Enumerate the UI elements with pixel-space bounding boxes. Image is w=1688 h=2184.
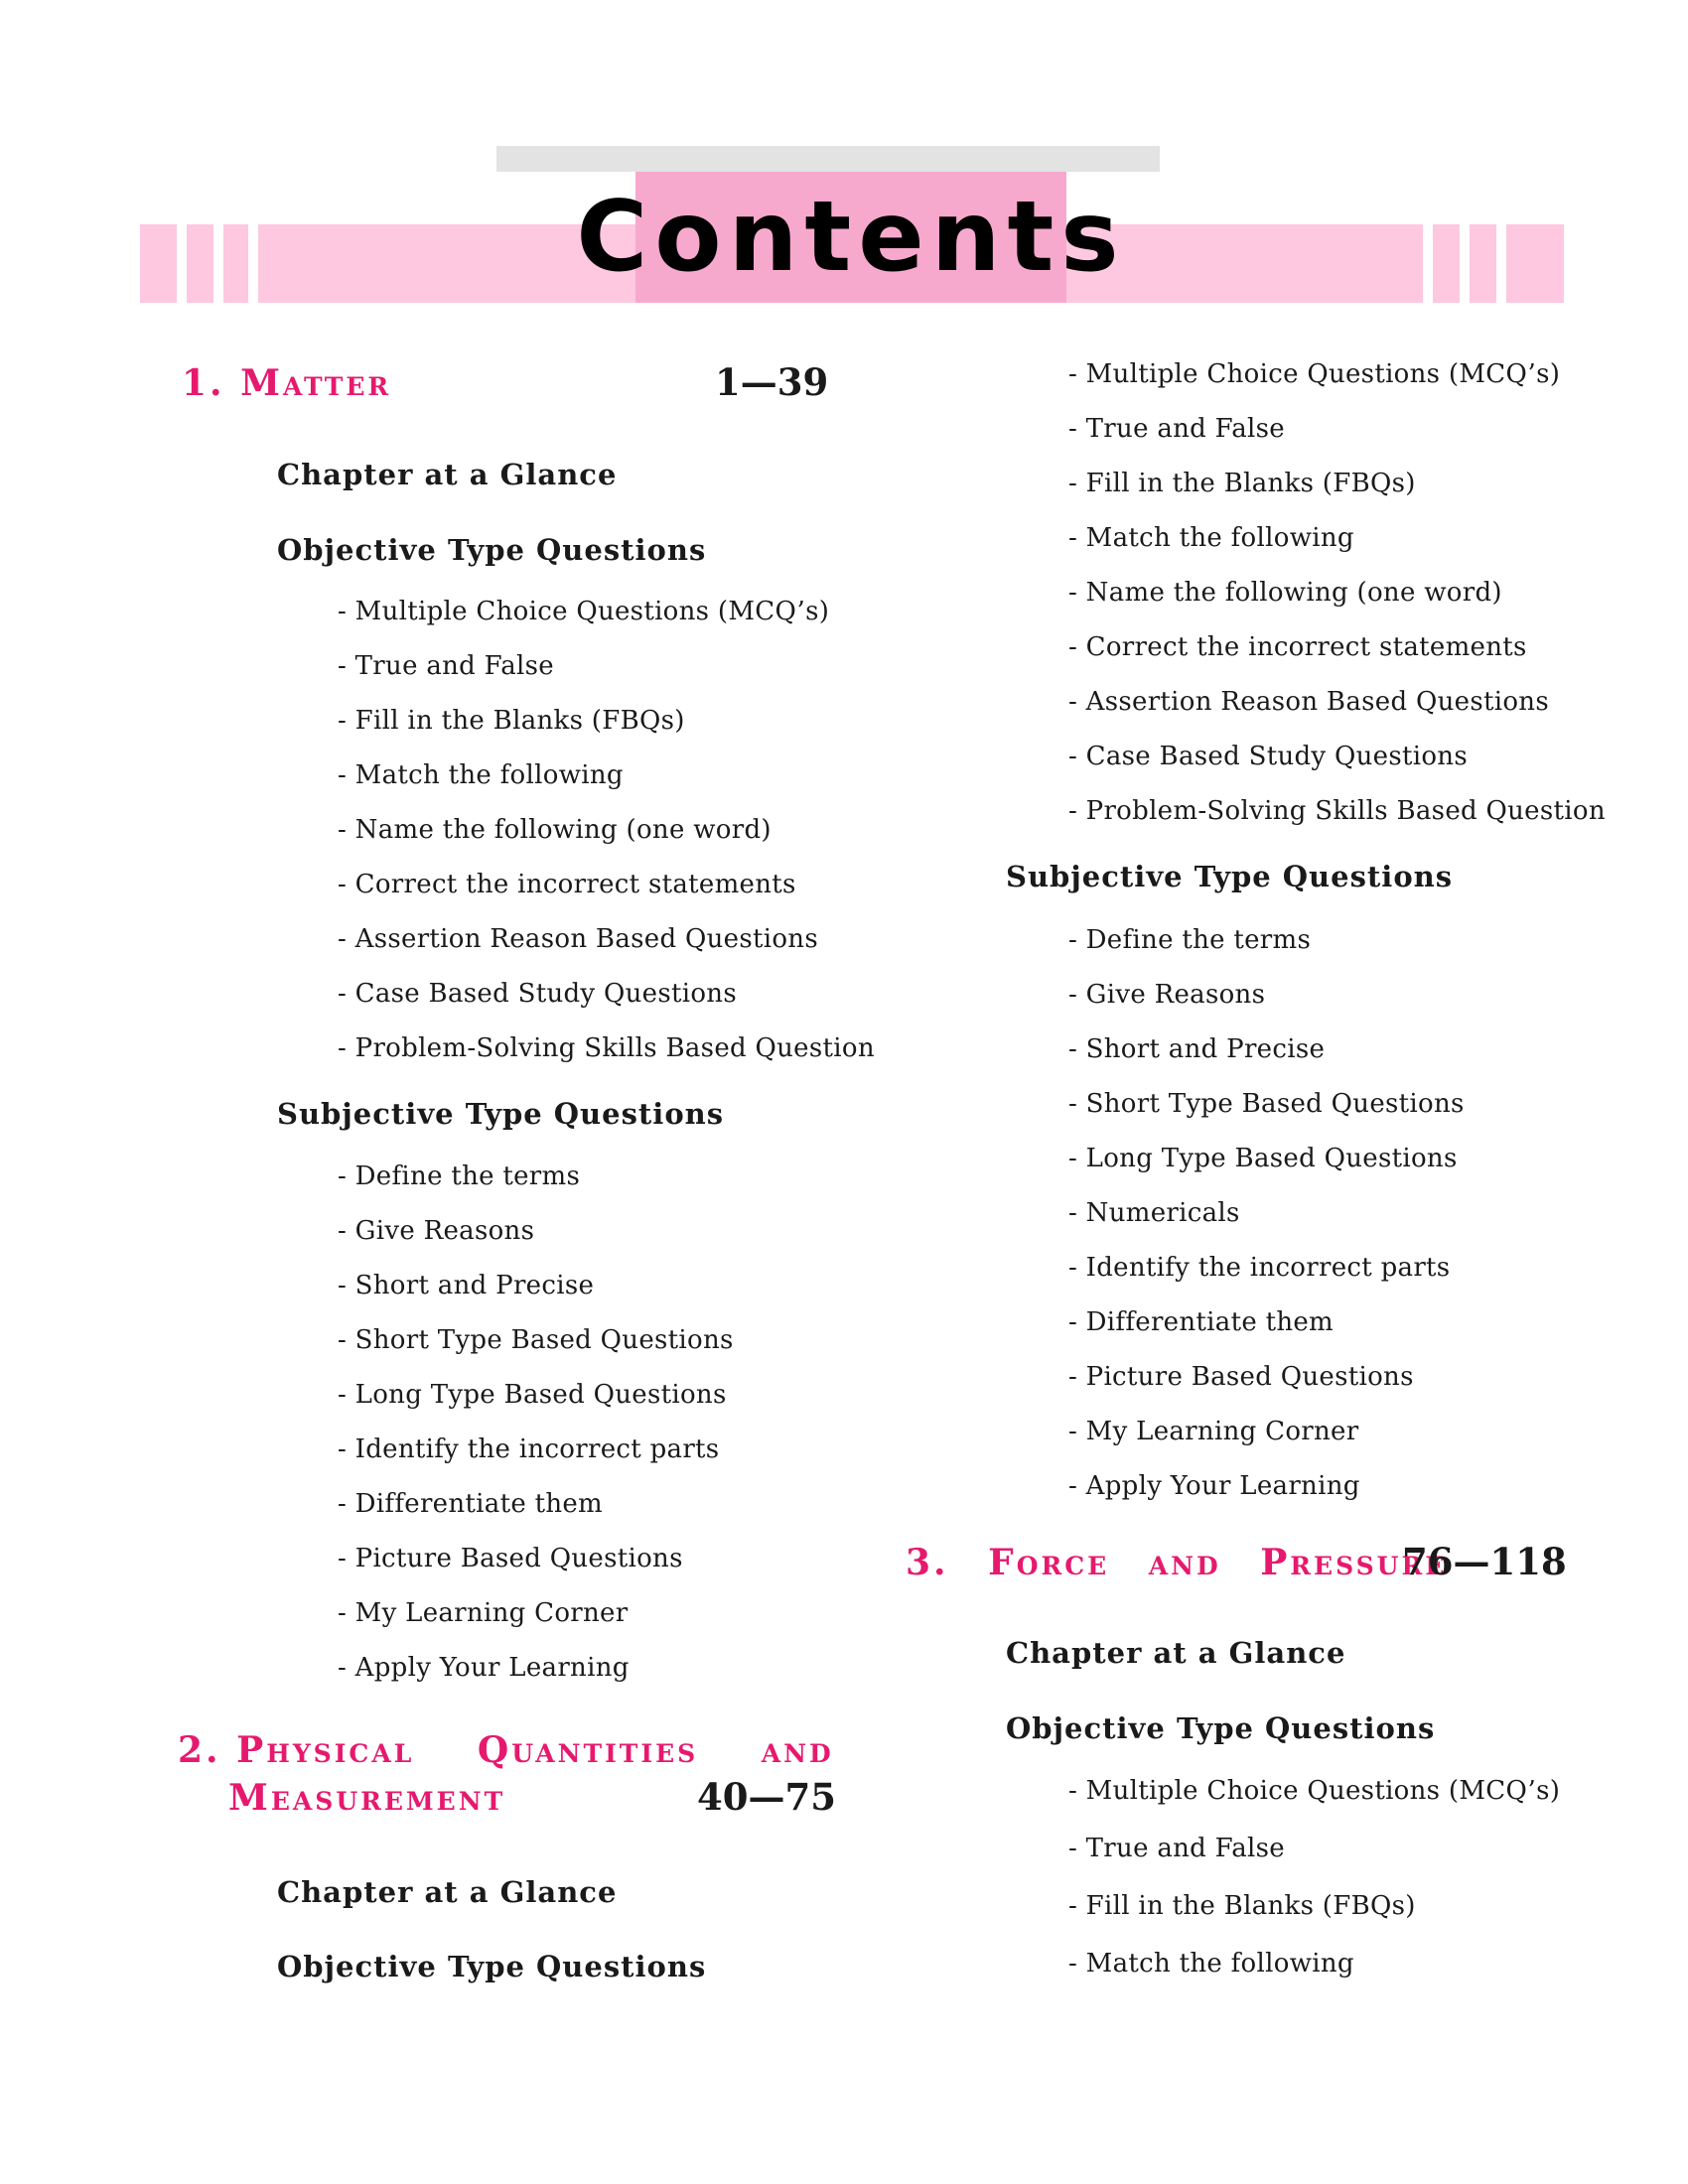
subjective-heading: Subjective Type Questions <box>1006 860 1454 893</box>
list-item: - Short Type Based Questions <box>1068 1089 1465 1119</box>
list-item: - True and False <box>1068 1834 1285 1863</box>
list-item: - Picture Based Questions <box>1068 1362 1414 1392</box>
list-item: - Define the terms <box>338 1161 581 1191</box>
header-stripe <box>1496 224 1506 303</box>
chapter-name: Measurement <box>228 1777 506 1819</box>
chapter-1-pages: 1—39 <box>715 360 829 404</box>
list-item: - Differentiate them <box>338 1489 604 1519</box>
list-item: - Define the terms <box>1068 925 1312 955</box>
list-item: - Picture Based Questions <box>338 1544 683 1573</box>
objective-heading: Objective Type Questions <box>1006 1711 1436 1745</box>
chapter-1-title <box>182 362 391 404</box>
list-item: - Fill in the Blanks (FBQs) <box>338 706 685 736</box>
chapter-glance-heading: Chapter at a Glance <box>277 458 618 491</box>
objective-heading: Objective Type Questions <box>277 533 707 567</box>
list-item: - Identify the incorrect parts <box>1068 1253 1451 1283</box>
list-item: - Short and Precise <box>1068 1034 1326 1064</box>
page-title: Contents <box>576 181 1126 294</box>
list-item: - Multiple Choice Questions (MCQ’s) <box>1068 1776 1561 1806</box>
list-item: - Give Reasons <box>338 1216 535 1246</box>
list-item: - Multiple Choice Questions (MCQ’s) <box>1068 359 1561 389</box>
list-item: - Match the following <box>338 760 624 790</box>
list-item: - Long Type Based Questions <box>338 1380 727 1410</box>
title-box <box>576 172 1126 303</box>
list-item: - Problem-Solving Skills Based Question <box>1068 796 1606 826</box>
chapter-number: 2. <box>178 1729 221 1771</box>
list-item: - Fill in the Blanks (FBQs) <box>1068 1891 1416 1921</box>
chapter-number: 1. <box>182 362 225 404</box>
list-item: - Match the following <box>1068 1949 1354 1979</box>
list-item: - Short and Precise <box>338 1271 595 1300</box>
header-stripe <box>248 224 258 303</box>
list-item: - Long Type Based Questions <box>1068 1144 1458 1173</box>
chapter-2-pages: 40—75 <box>697 1775 836 1819</box>
chapter-3-title <box>906 1542 1447 1583</box>
list-item: - Short Type Based Questions <box>338 1325 734 1355</box>
objective-heading: Objective Type Questions <box>277 1950 707 1983</box>
list-item: - True and False <box>338 651 554 681</box>
list-item: - Multiple Choice Questions (MCQ’s) <box>338 597 830 626</box>
list-item: - Assertion Reason Based Questions <box>1068 687 1549 717</box>
list-item: - True and False <box>1068 414 1285 444</box>
list-item: - Apply Your Learning <box>1068 1471 1360 1501</box>
header-stripe <box>1423 224 1433 303</box>
list-item: - Assertion Reason Based Questions <box>338 924 818 954</box>
chapter-3-pages: 76—118 <box>1402 1540 1567 1583</box>
list-item: - Name the following (one word) <box>1068 578 1502 608</box>
subjective-heading: Subjective Type Questions <box>277 1097 725 1131</box>
list-item: - Identify the incorrect parts <box>338 1434 720 1464</box>
chapter-glance-heading: Chapter at a Glance <box>1006 1636 1346 1670</box>
list-item: - Give Reasons <box>1068 980 1266 1010</box>
list-item: - My Learning Corner <box>338 1598 629 1628</box>
chapter-2-title-line1 <box>178 1729 834 1771</box>
chapter-name: Physical Quantities and <box>236 1729 834 1771</box>
list-item: - Correct the incorrect statements <box>338 870 796 899</box>
list-item: - Match the following <box>1068 523 1354 553</box>
list-item: - Name the following (one word) <box>338 815 772 845</box>
chapter-number: 3. <box>906 1542 949 1583</box>
header-stripe <box>1460 224 1470 303</box>
list-item: - Case Based Study Questions <box>1068 742 1468 771</box>
list-item: - Differentiate them <box>1068 1307 1335 1337</box>
list-item: - Problem-Solving Skills Based Question <box>338 1033 875 1063</box>
chapter-2-title-line2 <box>228 1777 505 1819</box>
header-stripe <box>213 224 223 303</box>
header-grey-bar <box>496 146 1160 172</box>
chapter-name: Force and Pressure <box>988 1542 1448 1583</box>
list-item: - Fill in the Blanks (FBQs) <box>1068 469 1416 498</box>
list-item: - Case Based Study Questions <box>338 979 737 1009</box>
list-item: - Correct the incorrect statements <box>1068 632 1527 662</box>
list-item: - Numericals <box>1068 1198 1240 1228</box>
chapter-glance-heading: Chapter at a Glance <box>277 1875 618 1909</box>
chapter-name: Matter <box>240 362 392 404</box>
header-stripe <box>177 224 187 303</box>
list-item: - My Learning Corner <box>1068 1417 1359 1446</box>
list-item: - Apply Your Learning <box>338 1653 630 1683</box>
